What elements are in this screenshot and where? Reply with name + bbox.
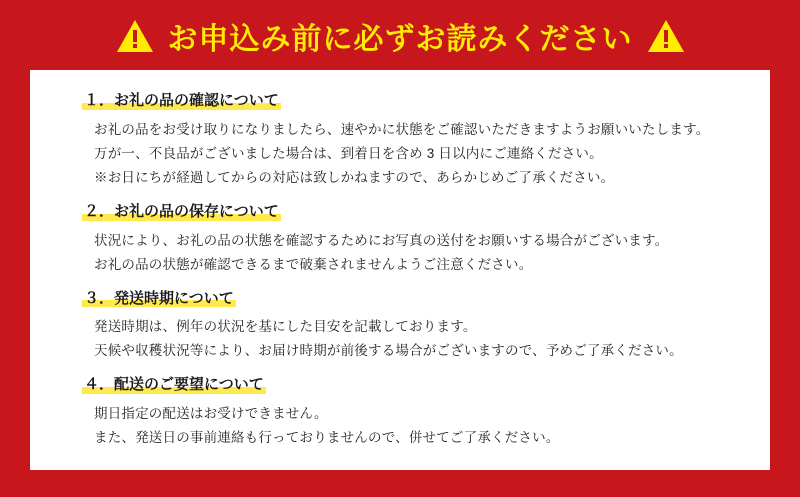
section-line: 天候や収穫状況等により、お届け時期が前後する場合がございますので、予めご了承ください。 — [94, 343, 683, 359]
section-line: また、発送日の事前連絡も行っておりませんので、併せてご了承ください。 — [94, 430, 560, 446]
warning-triangle-icon — [116, 19, 154, 53]
section-line: お礼の品をお受け取りになりましたら、速やかに状態をご確認いただきますようお願いいたします。 — [94, 121, 710, 137]
section-line: ※お日にちが経過してからの対応は致しかねますので、あらかじめご了承ください。 — [94, 169, 615, 185]
notice-section — [64, 203, 736, 277]
section-line: 期日指定の配送はお受けできません。 — [94, 406, 328, 422]
notice-section — [64, 376, 736, 450]
notice-section — [64, 92, 736, 190]
page-header — [0, 0, 800, 72]
section-heading: ４．配送のご要望について — [84, 376, 264, 394]
notice-section — [64, 290, 736, 364]
warning-triangle-icon — [647, 19, 685, 53]
section-heading: １．お礼の品の確認について — [84, 92, 279, 109]
section-heading: ３．発送時期について — [84, 289, 234, 307]
section-line: 状況により、お礼の品の状態を確認するためにお写真の送付をお願いする場合がございます。 — [94, 232, 669, 248]
section-line: お礼の品の状態が確認できるまで破棄されませんようご注意ください。 — [94, 256, 533, 272]
page-title: お申込み前に必ずお読みください — [167, 23, 633, 56]
section-line: 発送時期は、例年の状況を基にした目安を記載しております。 — [94, 319, 477, 335]
section-line: 万が一、不良品がございました場合は、到着日を含め 3 日以内にご連絡ください。 — [94, 145, 603, 161]
notice-card — [30, 70, 770, 470]
section-heading: ２．お礼の品の保存について — [84, 202, 279, 220]
